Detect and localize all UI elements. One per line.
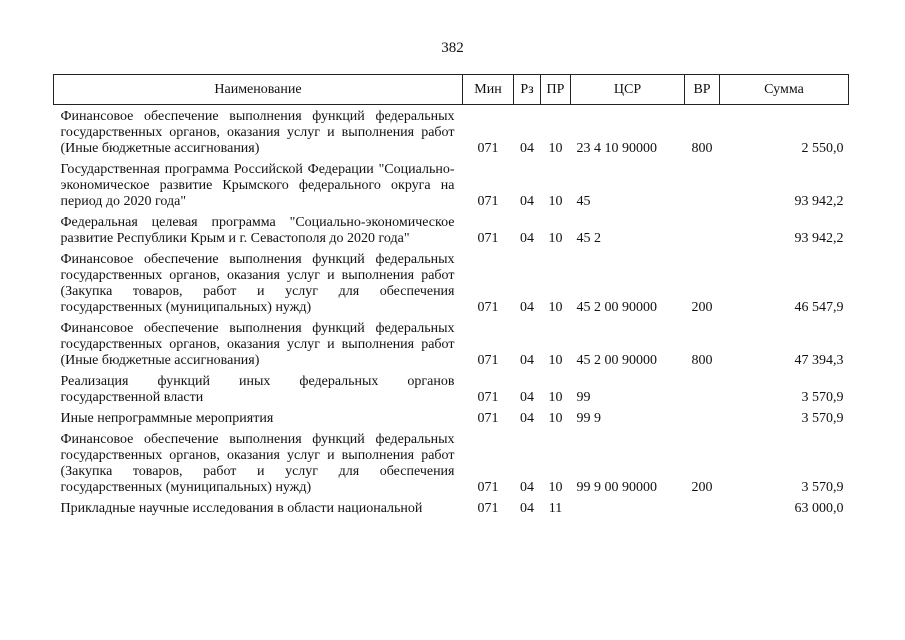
row-sum: 3 570,9 bbox=[801, 390, 844, 405]
row-sum: 47 394,3 bbox=[794, 353, 844, 368]
row-min: 071 bbox=[477, 141, 499, 156]
row-pr: 10 bbox=[548, 141, 563, 156]
row-csr: 45 2 00 90000 bbox=[576, 300, 657, 315]
row-name: Финансовое обеспечение выполнения функций федеральных государственных органов, оказания услуг и выполнения работ (Закупка товаров, работ и услуг для обеспечения государственных (муниципальных) нужд) bbox=[60, 252, 455, 315]
row-min: 071 bbox=[477, 480, 499, 495]
header-csr: ЦСР bbox=[571, 75, 685, 105]
table-row bbox=[54, 501, 849, 517]
table-header-row bbox=[54, 75, 849, 105]
row-name: Федеральная целевая программа "Социально-экономическое развитие Республики Крым и г. Севастополя до 2020 года" bbox=[60, 215, 455, 246]
row-name: Финансовое обеспечение выполнения функций федеральных государственных органов, оказания услуг и выполнения работ (Иные бюджетные ассигнования) bbox=[60, 321, 455, 368]
budget-table bbox=[53, 74, 849, 517]
row-min: 071 bbox=[477, 300, 499, 315]
row-vr bbox=[685, 162, 720, 210]
row-rz: 04 bbox=[520, 390, 534, 405]
table-row bbox=[54, 162, 849, 210]
row-rz: 04 bbox=[520, 353, 534, 368]
row-sum: 93 942,2 bbox=[794, 194, 844, 209]
row-csr: 45 2 bbox=[576, 231, 601, 246]
row-pr: 10 bbox=[548, 231, 563, 246]
row-name: Реализация функций иных федеральных органов государственной власти bbox=[60, 374, 455, 405]
row-min: 071 bbox=[477, 231, 499, 246]
row-csr: 45 2 00 90000 bbox=[576, 353, 657, 368]
table-row bbox=[54, 411, 849, 427]
table-row bbox=[54, 105, 849, 158]
header-min: Мин bbox=[463, 75, 514, 105]
page-number: 382 bbox=[441, 40, 464, 56]
row-vr bbox=[685, 215, 720, 247]
table-row bbox=[54, 215, 849, 247]
row-rz: 04 bbox=[520, 411, 534, 426]
row-name: Прикладные научные исследования в области национальной bbox=[60, 501, 423, 516]
row-csr: 99 bbox=[576, 390, 591, 405]
row-vr bbox=[685, 411, 720, 427]
row-vr bbox=[685, 501, 720, 517]
row-csr: 99 9 bbox=[576, 411, 601, 426]
row-pr: 10 bbox=[548, 480, 563, 495]
row-min: 071 bbox=[477, 501, 499, 516]
row-csr bbox=[571, 501, 685, 517]
row-name: Государственная программа Российской Федерации "Социально-экономическое развитие Крымского федерального округа на период до 2020 года" bbox=[60, 162, 455, 209]
row-sum: 63 000,0 bbox=[794, 501, 844, 516]
table-row bbox=[54, 252, 849, 316]
header-pr: ПР bbox=[541, 75, 571, 105]
row-pr: 10 bbox=[548, 300, 563, 315]
row-pr: 10 bbox=[548, 194, 563, 209]
table-row bbox=[54, 432, 849, 496]
row-name: Финансовое обеспечение выполнения функций федеральных государственных органов, оказания услуг и выполнения работ (Иные бюджетные ассигнования) bbox=[60, 109, 455, 156]
row-vr: 200 bbox=[691, 480, 713, 495]
row-sum: 2 550,0 bbox=[801, 141, 844, 156]
header-rz: Рз bbox=[514, 75, 541, 105]
row-sum: 3 570,9 bbox=[801, 411, 844, 426]
header-vr: ВР bbox=[685, 75, 720, 105]
row-csr: 23 4 10 90000 bbox=[576, 141, 657, 156]
row-name: Иные непрограммные мероприятия bbox=[60, 411, 274, 426]
table-row bbox=[54, 321, 849, 369]
row-min: 071 bbox=[477, 411, 499, 426]
row-vr: 800 bbox=[691, 141, 713, 156]
row-min: 071 bbox=[477, 390, 499, 405]
row-rz: 04 bbox=[520, 231, 534, 246]
row-pr: 11 bbox=[548, 501, 563, 516]
row-rz: 04 bbox=[520, 501, 534, 516]
row-rz: 04 bbox=[520, 141, 534, 156]
row-min: 071 bbox=[477, 353, 499, 368]
row-pr: 10 bbox=[548, 390, 563, 405]
row-vr: 800 bbox=[691, 353, 713, 368]
row-min: 071 bbox=[477, 194, 499, 209]
table-row bbox=[54, 374, 849, 406]
row-sum: 46 547,9 bbox=[794, 300, 844, 315]
row-rz: 04 bbox=[520, 300, 534, 315]
row-name: Финансовое обеспечение выполнения функций федеральных государственных органов, оказания услуг и выполнения работ (Закупка товаров, работ и услуг для обеспечения государственных (муниципальных) нужд) bbox=[60, 432, 455, 495]
row-sum: 93 942,2 bbox=[794, 231, 844, 246]
row-vr bbox=[685, 374, 720, 406]
row-pr: 10 bbox=[548, 411, 563, 426]
row-rz: 04 bbox=[520, 480, 534, 495]
row-csr: 45 bbox=[576, 194, 591, 209]
row-sum: 3 570,9 bbox=[801, 480, 844, 495]
header-sum: Сумма bbox=[720, 75, 849, 105]
row-pr: 10 bbox=[548, 353, 563, 368]
row-vr: 200 bbox=[691, 300, 713, 315]
header-name: Наименование bbox=[54, 75, 463, 105]
row-rz: 04 bbox=[520, 194, 534, 209]
row-csr: 99 9 00 90000 bbox=[576, 480, 657, 495]
